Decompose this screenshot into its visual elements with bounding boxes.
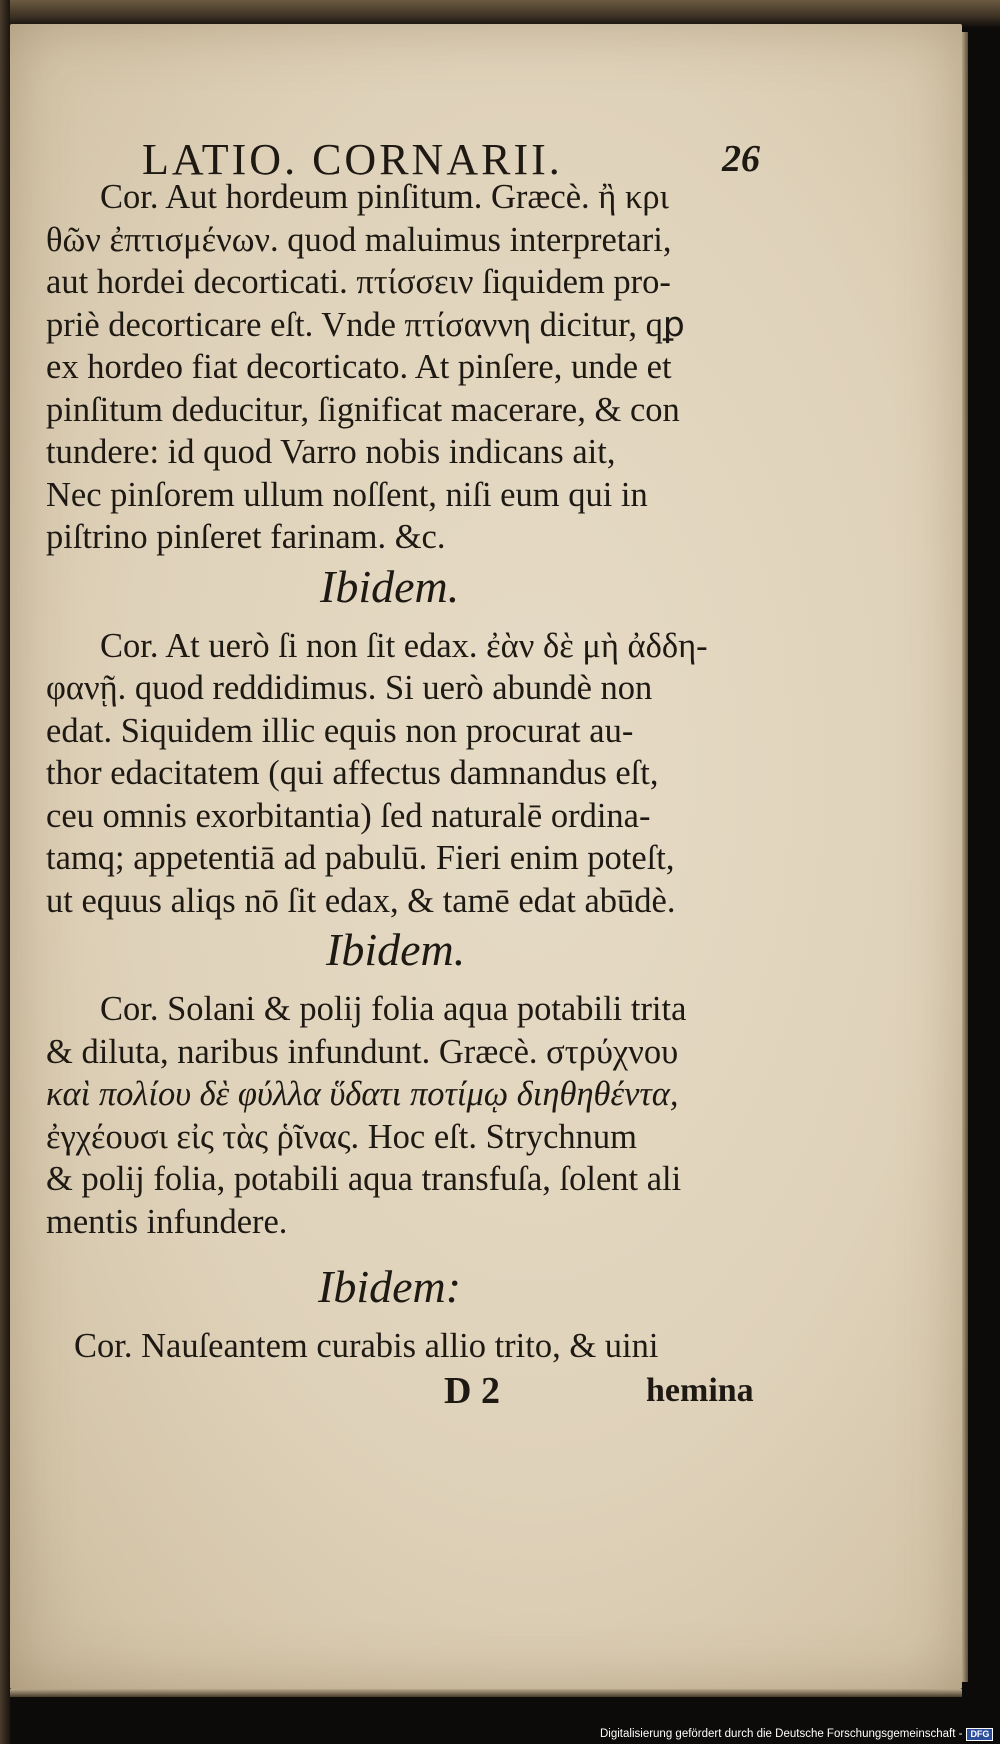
text-line: θῶν ἐπτισμένων. quod maluimus interpretari, [46,220,672,259]
text-line: ceu omnis exorbitantia) ſed naturalē ordina- [46,796,651,835]
paragraph-1 [46,176,804,559]
credit-text: Digitalisierung gefördert durch die Deutsche Forschungsgemeinschaft - [600,1728,963,1740]
catchword: hemina [646,1371,754,1409]
text-line: edat. Siquidem illic equis non procurat au- [46,711,634,750]
signature-mark: D 2 [444,1369,500,1412]
text-line: Cor. Solani & polij folia aqua potabili trita [100,990,687,1028]
text-block [46,116,804,1414]
text-line: ex hordeo fiat decorticato. At pinſere, unde et [46,348,672,386]
paragraph-2 [46,625,804,923]
text-line: Cor. Nauſeantem curabis allio trito, & uini [74,1327,659,1365]
text-line: Cor. At uerò ſi non ſit edax. ἐὰν δὲ μὴ ἀδδη- [100,626,708,665]
text-line: καὶ πολίου δὲ φύλλα ὕδατι ποτίμῳ διηθηθέντα, [46,1075,679,1113]
page-number: 26 [722,138,760,180]
text-line: & diluta, naribus infundunt. Græcè. στρύχνου [46,1032,679,1071]
text-line: aut hordei decorticati. πτίσσειν ſiquidem pro- [46,263,671,301]
text-line: tundere: id quod Varro nobis indicans ait, [46,433,616,471]
book-page [10,24,962,1689]
text-line: Cor. Aut hordeum pinſitum. Græcè. ἢ κρι [100,178,669,216]
text-line: φανῇ. quod reddidimus. Si uerò abundè non [46,669,653,707]
page-edge-bottom [10,1689,962,1697]
section-heading: Ibidem. [320,560,460,612]
text-line: thor edacitatem (qui affectus damnandus eſt, [46,754,659,792]
section-heading: Ibidem: [318,1261,462,1312]
page-edge-right [962,32,968,1682]
paragraph-3 [46,988,804,1243]
running-head [46,116,804,184]
signature-line [46,1368,804,1414]
text-line: piſtrino pinſeret farinam. &c. [46,518,446,556]
text-line: & polij folia, potabili aqua transfuſa, ſolent ali [46,1160,682,1198]
dfg-logo: DFG [966,1728,993,1741]
text-line: mentis infundere. [46,1202,288,1241]
text-line: ut equus aliqs nō ſit edax, & tamē edat abūdè. [46,881,676,920]
book-spine [0,0,10,1744]
digitization-credit [600,1728,992,1741]
text-line: pinſitum deducitur, ſignificat macerare, & con [46,390,680,429]
text-line: Nec pinſorem ullum noſſent, niſi eum qui in [46,475,648,514]
running-head-title: LATIO. CORNARII. [142,135,563,184]
paragraph-4 [46,1325,804,1368]
text-line: priè decorticare eſt. Vnde πτίσαννη dicitur, qꝑ [46,305,685,344]
text-line: ἐγχέουσι εἰς τὰς ῥῖνας. Hoc eſt. Strychnum [46,1117,637,1156]
text-line: tamq; appetentiā ad pabulū. Fieri enim poteſt, [46,839,675,877]
section-heading: Ibidem. [326,924,466,975]
